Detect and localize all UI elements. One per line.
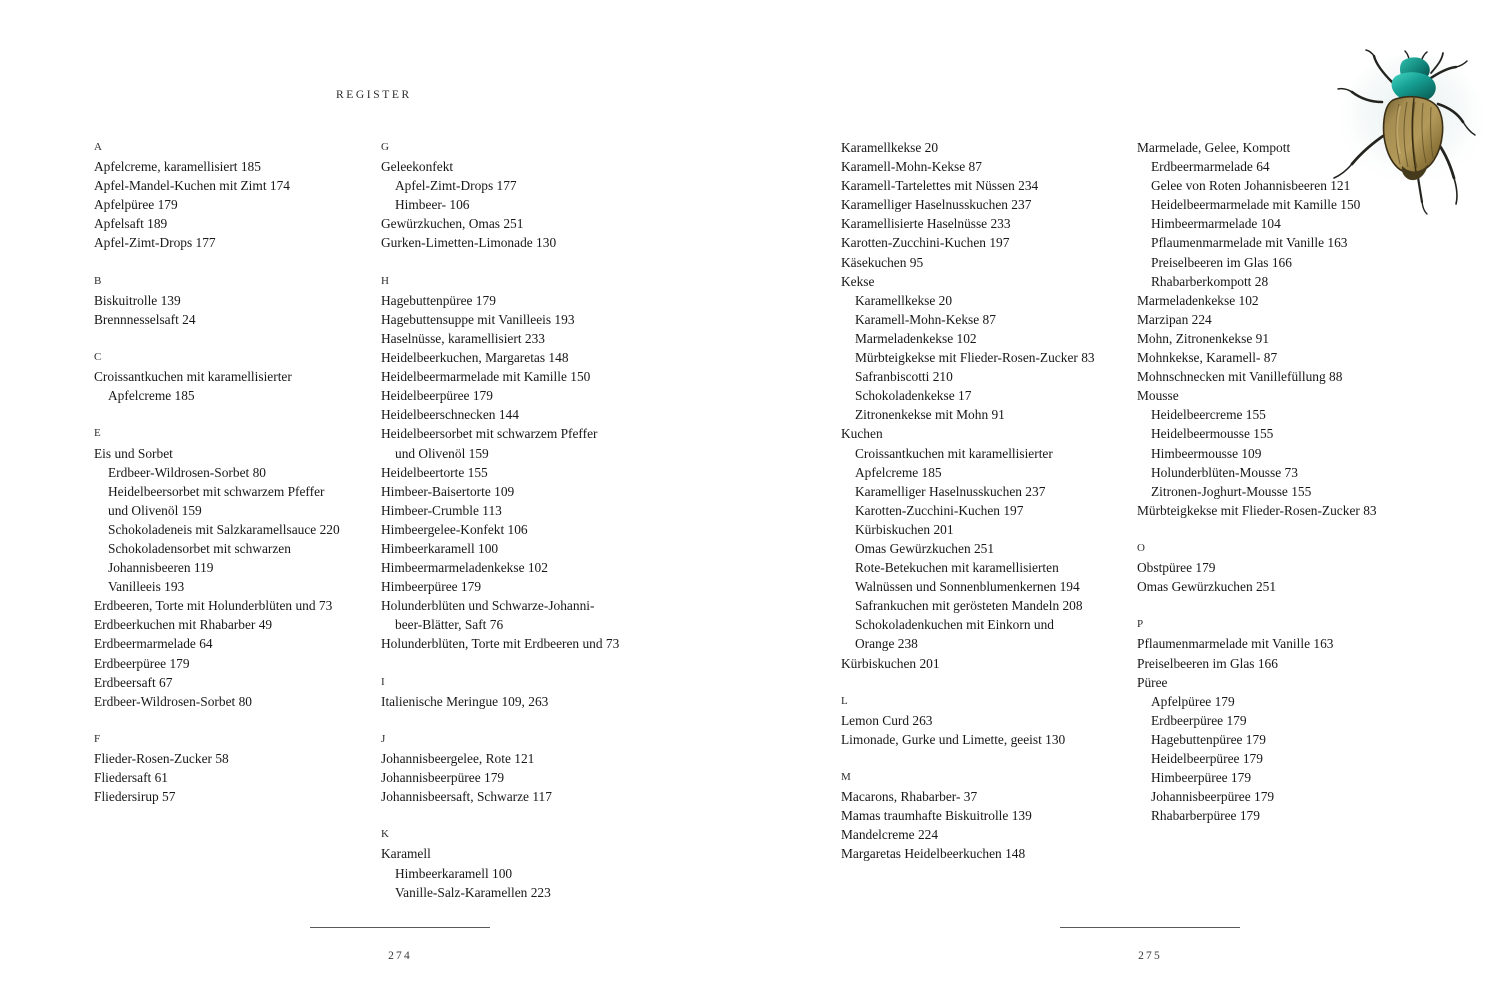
index-entry: Limonade, Gurke und Limette, geeist 130 [841,731,1066,747]
index-entry: Erdbeermarmelade 64 [1151,159,1270,175]
index-entry: Rhabarberpüree 179 [1151,808,1260,824]
index-entry: Karamellkekse 20 [855,292,953,308]
index-entry: Zitronen-Joghurt-Mousse 155 [1151,483,1312,499]
index-entry: Himbeerkaramell 100 [381,540,499,556]
index-entry: Karotten-Zucchini-Kuchen 197 [841,235,1010,251]
index-entry: Erdbeerpüree 179 [1151,712,1247,728]
index-entry: Vanilleeis 193 [108,579,185,595]
index-entry: Erdbeersaft 67 [94,674,173,690]
index-entry: beer-Blätter, Saft 76 [395,617,504,633]
index-entry: Holunderblüten, Torte mit Erdbeeren und 73 [381,636,620,652]
index-entry: und Olivenöl 159 [395,445,489,461]
index-entry: Karamell-Mohn-Kekse 87 [855,311,996,327]
index-entry: Erdbeer-Wildrosen-Sorbet 80 [94,693,252,709]
index-letter-heading: P [1137,618,1144,631]
index-entry: Mousse [1137,388,1179,404]
index-entry: Mürbteigkekse mit Flieder-Rosen-Zucker 83 [1137,502,1377,518]
index-entry: Lemon Curd 263 [841,712,933,728]
index-entry: Fliedersirup 57 [94,789,176,805]
index-entry: Johannisbeersaft, Schwarze 117 [381,789,552,805]
index-column-4 [1137,138,1437,825]
index-entry: Himbeer-Baisertorte 109 [381,483,515,499]
index-entry: Himbeer-Crumble 113 [381,502,502,518]
index-entry: Karamell [381,846,431,862]
index-entry: Hagebuttenpüree 179 [381,292,496,308]
index-entry: Safranbiscotti 210 [855,369,953,385]
index-entry: Orange 238 [855,636,918,652]
index-entry: Marmeladenkekse 102 [1137,292,1259,308]
index-entry: Schokoladenkuchen mit Einkorn und [855,617,1054,633]
index-entry: Karamell-Tartelettes mit Nüssen 234 [841,178,1039,194]
index-entry: Margaretas Heidelbeerkuchen 148 [841,846,1026,862]
index-entry: Karamellisierte Haselnüsse 233 [841,216,1011,232]
index-entry: Erdbeeren, Torte mit Holunderblüten und 73 [94,598,333,614]
index-entry: Apfelsaft 189 [94,216,168,232]
index-letter-heading: B [94,274,102,287]
index-entry: Himbeerpüree 179 [381,579,482,595]
index-entry: Karamelliger Haselnusskuchen 237 [855,483,1046,499]
index-entry: Mohn, Zitronenkekse 91 [1137,330,1270,346]
index-entry: Croissantkuchen mit karamellisierter [855,445,1053,461]
running-head: REGISTER [336,89,412,101]
index-entry: Rote-Betekuchen mit karamellisierten [855,560,1059,576]
index-entry: Apfel-Zimt-Drops 177 [395,178,517,194]
index-entry: Apfel-Mandel-Kuchen mit Zimt 174 [94,178,290,194]
index-entry: Kuchen [841,426,883,442]
index-entry: Heidelbeerschnecken 144 [381,407,519,423]
index-entry: Heidelbeerpüree 179 [381,388,493,404]
index-column-2 [381,138,681,902]
index-entry: Gelee von Roten Johannisbeeren 121 [1151,178,1351,194]
section-gap [381,711,681,730]
index-entry: Himbeergelee-Konfekt 106 [381,521,528,537]
index-letter-heading: I [381,675,386,688]
index-entry: Apfelcreme 185 [108,388,195,404]
index-entry: Erdbeerkuchen mit Rhabarber 49 [94,617,273,633]
index-entry: Erdbeer-Wildrosen-Sorbet 80 [108,464,266,480]
index-entry: Apfelcreme 185 [855,464,942,480]
section-gap [1137,596,1437,615]
index-entry: Käsekuchen 95 [841,254,924,270]
section-gap [94,253,384,272]
index-entry: Preiselbeeren im Glas 166 [1137,655,1278,671]
index-entry: Haselnüsse, karamellisiert 233 [381,330,545,346]
index-entry: Himbeer- 106 [395,197,470,213]
page-number: 274 [388,950,412,962]
index-entry: Karamelliger Haselnusskuchen 237 [841,197,1032,213]
index-entry: Marmeladenkekse 102 [855,330,977,346]
index-entry: Rhabarberkompott 28 [1151,273,1269,289]
section-gap [94,405,384,424]
index-entry: Safrankuchen mit gerösteten Mandeln 208 [855,598,1083,614]
index-entry: Gewürzkuchen, Omas 251 [381,216,524,232]
index-letter-heading: K [381,828,390,841]
index-entry: Heidelbeerkuchen, Margaretas 148 [381,350,569,366]
index-entry: Marmelade, Gelee, Kompott [1137,140,1291,155]
index-entry: Hagebuttenpüree 179 [1151,731,1266,747]
index-column-1 [94,138,384,806]
section-gap [381,806,681,825]
index-entry: Apfelpüree 179 [94,197,178,213]
index-entry: Kürbiskuchen 201 [855,521,954,537]
index-letter-heading: H [381,274,390,287]
index-entry: Vanille-Salz-Karamellen 223 [395,884,551,900]
index-entry: Hagebuttensuppe mit Vanilleeis 193 [381,311,575,327]
index-entry: Omas Gewürzkuchen 251 [855,540,995,556]
index-letter-heading: A [94,141,103,153]
index-entry: Biskuitrolle 139 [94,292,181,308]
index-entry: Heidelbeersorbet mit schwarzem Pfeffer [108,483,325,499]
index-entry: Flieder-Rosen-Zucker 58 [94,751,229,766]
index-entry: Karamellkekse 20 [841,140,939,155]
section-gap [381,654,681,673]
index-entry: Obstpüree 179 [1137,560,1216,576]
index-entry: Schokoladensorbet mit schwarzen [108,540,291,556]
index-entry: Heidelbeermousse 155 [1151,426,1274,442]
index-letter-heading: L [841,694,849,707]
index-entry: Omas Gewürzkuchen 251 [1137,579,1277,595]
section-gap [841,673,1133,692]
index-letter-heading: O [1137,541,1146,554]
index-entry: Macarons, Rhabarber- 37 [841,789,978,805]
index-entry: Kekse [841,273,875,289]
section-gap [94,711,384,730]
index-entry: Brennnesselsaft 24 [94,311,196,327]
folio-rule [310,927,490,928]
index-entry: Walnüssen und Sonnenblumenkernen 194 [855,579,1080,595]
index-entry: Karotten-Zucchini-Kuchen 197 [855,502,1024,518]
index-entry: Johannisbeerpüree 179 [1151,789,1275,805]
beetle-illustration [1330,42,1500,217]
index-entry: Heidelbeertorte 155 [381,464,488,480]
index-entry: Heidelbeersorbet mit schwarzem Pfeffer [381,426,598,442]
index-entry: Erdbeerpüree 179 [94,655,190,671]
index-letter-heading: G [381,141,390,153]
index-letter-heading: J [381,732,386,745]
index-entry: Fliedersaft 61 [94,770,169,786]
section-gap [1137,520,1437,539]
index-entry: Johannisbeergelee, Rote 121 [381,751,535,766]
index-entry: Italienische Meringue 109, 263 [381,693,549,709]
index-letter-heading: F [94,732,101,745]
index-entry: Apfel-Zimt-Drops 177 [94,235,216,251]
index-entry: Püree [1137,674,1168,690]
index-entry: Erdbeermarmelade 64 [94,636,213,652]
index-entry: Himbeermousse 109 [1151,445,1262,461]
index-entry: und Olivenöl 159 [108,502,202,518]
folio-right [1035,927,1265,962]
index-entry: Mandelcreme 224 [841,827,939,843]
index-entry: Geleekonfekt [381,159,454,175]
index-entry: Himbeerkaramell 100 [395,865,513,881]
index-entry: Schokoladeneis mit Salzkaramellsauce 220 [108,521,340,537]
index-column-3 [841,138,1133,864]
index-entry: Himbeerpüree 179 [1151,770,1252,786]
index-entry: Schokoladenkekse 17 [855,388,972,404]
index-entry: Johannisbeeren 119 [108,560,214,576]
index-entry: Holunderblüten-Mousse 73 [1151,464,1298,480]
index-entry: Zitronenkekse mit Mohn 91 [855,407,1005,423]
index-entry: Eis und Sorbet [94,445,173,461]
index-entry: Himbeermarmelade 104 [1151,216,1281,232]
index-entry: Apfelpüree 179 [1151,693,1235,709]
index-entry: Pflaumenmarmelade mit Vanille 163 [1137,636,1334,652]
index-entry: Mürbteigkekse mit Flieder-Rosen-Zucker 83 [855,350,1095,366]
index-entry: Heidelbeermarmelade mit Kamille 150 [381,369,591,385]
page-number: 275 [1138,950,1162,962]
index-entry: Heidelbeermarmelade mit Kamille 150 [1151,197,1361,213]
index-entry: Gurken-Limetten-Limonade 130 [381,235,557,251]
index-entry: Kürbiskuchen 201 [841,655,940,671]
index-entry: Mamas traumhafte Biskuitrolle 139 [841,808,1032,824]
index-entry: Mohnkekse, Karamell- 87 [1137,350,1278,366]
section-gap [841,749,1133,768]
index-entry: Preiselbeeren im Glas 166 [1151,254,1292,270]
folio-rule [1060,927,1240,928]
section-gap [94,329,384,348]
folio-left [285,927,515,962]
index-entry: Johannisbeerpüree 179 [381,770,505,786]
index-entry: Mohnschnecken mit Vanillefüllung 88 [1137,369,1343,385]
section-gap [381,253,681,272]
index-entry: Himbeermarmeladenkekse 102 [381,560,548,576]
index-entry: Croissantkuchen mit karamellisierter [94,369,292,385]
index-entry: Apfelcreme, karamellisiert 185 [94,159,261,175]
index-letter-heading: C [94,351,102,364]
index-letter-heading: M [841,771,852,784]
index-entry: Heidelbeercreme 155 [1151,407,1266,423]
index-entry: Heidelbeerpüree 179 [1151,751,1263,766]
index-entry: Marzipan 224 [1137,311,1212,327]
index-letter-heading: E [94,427,102,440]
index-entry: Holunderblüten und Schwarze-Johanni- [381,598,595,614]
index-entry: Karamell-Mohn-Kekse 87 [841,159,982,175]
index-entry: Pflaumenmarmelade mit Vanille 163 [1151,235,1348,251]
